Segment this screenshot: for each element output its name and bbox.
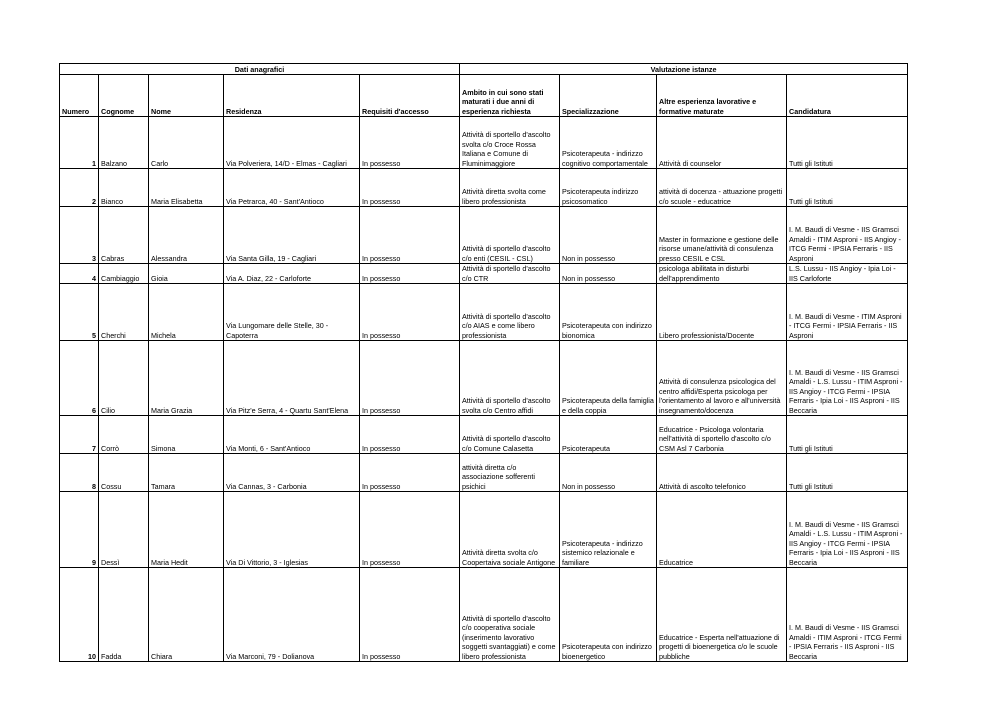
- cell-candidatura: I. M. Baudi di Vesme - IIS Gramsci Amaldi - ITIM Asproni - ITCG Fermi - IPSIA Ferraris - IIS Asproni - IIS Beccaria: [787, 568, 908, 662]
- cell-residenza: Via Marconi, 79 - Dolianova: [224, 568, 360, 662]
- cell-num: 7: [60, 416, 99, 454]
- header-requisiti: Requisiti d'accesso: [360, 75, 460, 117]
- group-valutazione-istanze: Valutazione istanze: [460, 64, 908, 75]
- cell-specializzazione: Psicoterapeuta con indirizzo bionomica: [560, 284, 657, 341]
- group-header-row: [60, 64, 908, 75]
- cell-requisiti: In possesso: [360, 568, 460, 662]
- cell-requisiti: In possesso: [360, 284, 460, 341]
- cell-cognome: Cilio: [99, 341, 149, 416]
- cell-residenza: Via Pitz'e Serra, 4 - Quartu Sant'Elena: [224, 341, 360, 416]
- cell-ambito: Attività di sportello d'ascolto c/o Comune Calasetta: [460, 416, 560, 454]
- cell-candidatura: L.S. Lussu - IIS Angioy - Ipia Loi - IIS Carloforte: [787, 264, 908, 284]
- table-row: [60, 169, 908, 207]
- cell-num: 10: [60, 568, 99, 662]
- cell-requisiti: In possesso: [360, 169, 460, 207]
- cell-cognome: Cambiaggio: [99, 264, 149, 284]
- header-cognome: Cognome: [99, 75, 149, 117]
- cell-ambito: Attività diretta svolta come libero professionista: [460, 169, 560, 207]
- cell-requisiti: In possesso: [360, 207, 460, 264]
- header-numero: Numero: [60, 75, 99, 117]
- candidates-table: [59, 63, 908, 662]
- table-row: [60, 117, 908, 169]
- cell-num: 5: [60, 284, 99, 341]
- cell-nome: Maria Hedit: [149, 492, 224, 568]
- header-candidatura: Candidatura: [787, 75, 908, 117]
- cell-residenza: Via Petrarca, 40 - Sant'Antioco: [224, 169, 360, 207]
- table-row: [60, 264, 908, 284]
- cell-residenza: Via Lungomare delle Stelle, 30 - Capoterra: [224, 284, 360, 341]
- cell-ambito: Attività di sportello d'ascolto c/o AIAS e come libero professionista: [460, 284, 560, 341]
- table-row: [60, 341, 908, 416]
- cell-ambito: attività diretta c/o associazione sofferenti psichici: [460, 454, 560, 492]
- cell-num: 6: [60, 341, 99, 416]
- table-row: [60, 492, 908, 568]
- cell-ambito: Attività di sportello d'ascolto svolta c/o Centro affidi: [460, 341, 560, 416]
- cell-esperienze: Attività di consulenza psicologica del centro affidi/Esperta psicologa per l'orientamento al lavoro e all'università insegnamento/docenza: [657, 341, 787, 416]
- cell-cognome: Cabras: [99, 207, 149, 264]
- cell-specializzazione: Non in possesso: [560, 207, 657, 264]
- cell-cognome: Dessì: [99, 492, 149, 568]
- cell-specializzazione: Psicoterapeuta indirizzo psicosomatico: [560, 169, 657, 207]
- cell-candidatura: I. M. Baudi di Vesme - ITIM Asproni - ITCG Fermi - IPSIA Ferraris - IIS Asproni: [787, 284, 908, 341]
- table-row: [60, 416, 908, 454]
- cell-esperienze: Educatrice - Esperta nell'attuazione di progetti di bioenergetica c/o le scuole pubbliche: [657, 568, 787, 662]
- cell-requisiti: In possesso: [360, 264, 460, 284]
- cell-esperienze: psicologa abilitata in disturbi dell'apprendimento: [657, 264, 787, 284]
- cell-residenza: Via A. Diaz, 22 - Carloforte: [224, 264, 360, 284]
- cell-nome: Simona: [149, 416, 224, 454]
- cell-nome: Chiara: [149, 568, 224, 662]
- cell-candidatura: I. M. Baudi di Vesme - IIS Gramsci Amaldi - ITIM Asproni - IIS Angioy - ITCG Fermi - IPSIA Ferraris - IIS Asproni: [787, 207, 908, 264]
- cell-cognome: Balzano: [99, 117, 149, 169]
- table-row: [60, 454, 908, 492]
- cell-ambito: Attività di sportello d'ascolto c/o CTR: [460, 264, 560, 284]
- cell-requisiti: In possesso: [360, 117, 460, 169]
- cell-ambito: Attività diretta svolta c/o Coopertaiva sociale Antigone: [460, 492, 560, 568]
- cell-ambito: Attività di sportello d'ascolto c/o cooperativa sociale (inserimento lavorativo soggetti svantaggiati) e come libero professionista: [460, 568, 560, 662]
- group-dati-anagrafici: Dati anagrafici: [60, 64, 460, 75]
- cell-cognome: Cossu: [99, 454, 149, 492]
- cell-esperienze: Educatrice - Psicologa volontaria nell'attività di sportello d'ascolto c/o CSM Asl 7 Carbonia: [657, 416, 787, 454]
- cell-candidatura: I. M. Baudi di Vesme - IIS Gramsci Amaldi - L.S. Lussu - ITIM Asproni - IIS Angioy - ITCG Fermi - IPSIA Ferraris - Ipia Loi - IIS Asproni - IIS Beccaria: [787, 341, 908, 416]
- cell-nome: Tamara: [149, 454, 224, 492]
- cell-candidatura: Tutti gli Istituti: [787, 454, 908, 492]
- column-header-row: [60, 75, 908, 117]
- cell-nome: Maria Elisabetta: [149, 169, 224, 207]
- cell-specializzazione: Psicoterapeuta: [560, 416, 657, 454]
- cell-nome: Michela: [149, 284, 224, 341]
- header-specializzazione: Specializzazione: [560, 75, 657, 117]
- header-esperienze: Altre esperienza lavorative e formative maturate: [657, 75, 787, 117]
- cell-requisiti: In possesso: [360, 416, 460, 454]
- cell-esperienze: Attività di counselor: [657, 117, 787, 169]
- cell-num: 8: [60, 454, 99, 492]
- cell-num: 4: [60, 264, 99, 284]
- header-nome: Nome: [149, 75, 224, 117]
- cell-residenza: Via Santa Gilla, 19 - Cagliari: [224, 207, 360, 264]
- cell-esperienze: Educatrice: [657, 492, 787, 568]
- cell-residenza: Via Di Vittorio, 3 - Iglesias: [224, 492, 360, 568]
- table-row: [60, 568, 908, 662]
- cell-requisiti: In possesso: [360, 492, 460, 568]
- cell-candidatura: Tutti gli Istituti: [787, 416, 908, 454]
- cell-num: 1: [60, 117, 99, 169]
- cell-specializzazione: Psicoterapeuta con indirizzo bioenergetico: [560, 568, 657, 662]
- cell-ambito: Attività di sportello d'ascolto c/o enti (CESIL - CSL): [460, 207, 560, 264]
- cell-nome: Gioia: [149, 264, 224, 284]
- cell-specializzazione: Non in possesso: [560, 264, 657, 284]
- cell-specializzazione: Psicoterapeuta - indirizzo cognitivo comportamentale: [560, 117, 657, 169]
- cell-residenza: Via Polveriera, 14/D - Elmas - Cagliari: [224, 117, 360, 169]
- cell-esperienze: Attività di ascolto telefonico: [657, 454, 787, 492]
- cell-nome: Carlo: [149, 117, 224, 169]
- cell-cognome: Fadda: [99, 568, 149, 662]
- cell-residenza: Via Cannas, 3 - Carbonia: [224, 454, 360, 492]
- table-row: [60, 207, 908, 264]
- cell-requisiti: In possesso: [360, 454, 460, 492]
- header-residenza: Residenza: [224, 75, 360, 117]
- header-ambito: Ambito in cui sono stati maturati i due anni di esperienza richiesta: [460, 75, 560, 117]
- cell-esperienze: Libero professionista/Docente: [657, 284, 787, 341]
- cell-candidatura: Tutti gli Istituti: [787, 169, 908, 207]
- cell-num: 9: [60, 492, 99, 568]
- cell-candidatura: Tutti gli Istituti: [787, 117, 908, 169]
- cell-specializzazione: Non in possesso: [560, 454, 657, 492]
- cell-specializzazione: Psicoterapeuta - indirizzo sistemico relazionale e familiare: [560, 492, 657, 568]
- cell-residenza: Via Monti, 6 - Sant'Antioco: [224, 416, 360, 454]
- cell-cognome: Cherchi: [99, 284, 149, 341]
- cell-cognome: Bianco: [99, 169, 149, 207]
- cell-ambito: Attività di sportello d'ascolto svolta c/o Croce Rossa Italiana e Comune di Fluminimaggiore: [460, 117, 560, 169]
- cell-specializzazione: Psicoterapeuta della famiglia e della coppia: [560, 341, 657, 416]
- table-row: [60, 284, 908, 341]
- cell-candidatura: I. M. Baudi di Vesme - IIS Gramsci Amaldi - L.S. Lussu - ITIM Asproni - IIS Angioy - ITCG Fermi - IPSIA Ferraris - Ipia Loi - IIS Asproni - IIS Beccaria: [787, 492, 908, 568]
- cell-esperienze: attività di docenza - attuazione progetti c/o scuole - educatrice: [657, 169, 787, 207]
- cell-esperienze: Master in formazione e gestione delle risorse umane/attività di consulenza presso CESIL e CSL: [657, 207, 787, 264]
- cell-nome: Maria Grazia: [149, 341, 224, 416]
- cell-nome: Alessandra: [149, 207, 224, 264]
- cell-requisiti: In possesso: [360, 341, 460, 416]
- cell-cognome: Corrò: [99, 416, 149, 454]
- cell-num: 3: [60, 207, 99, 264]
- cell-num: 2: [60, 169, 99, 207]
